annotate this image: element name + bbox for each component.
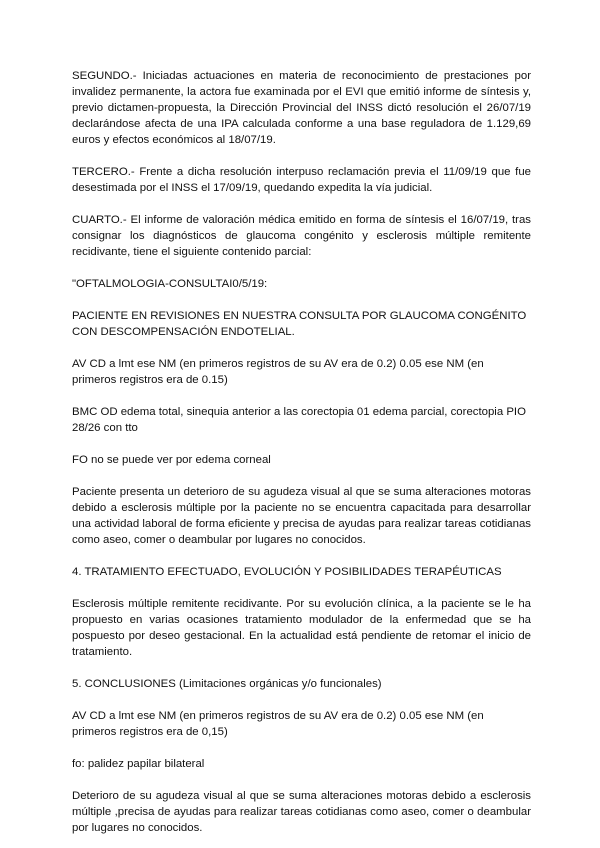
document-page — [72, 68, 531, 836]
paragraph-av-2: AV CD a lmt ese NM (en primeros registros de su AV era de 0.2) 0.05 ese NM (en primeros registros era de 0,15) — [72, 710, 484, 738]
paragraph-segundo: SEGUNDO.- Iniciadas actuaciones en materia de reconocimiento de prestaciones por invalidez permanente, la actora fue examinada por el EVI que emitió informe de síntesis y, previo dictamen-propuesta, la Dirección Provincial del INSS dictó resolución el 26/07/19 declarándose afecta de una IPA calculada conforme a una base reguladora de 1.129,69 euros y efectos económicos al 18/07/19. — [72, 70, 531, 146]
paragraph-av-1: AV CD a lmt ese NM (en primeros registros de su AV era de 0.2) 0.05 ese NM (en primeros registros era de 0.15) — [72, 358, 484, 386]
paragraph-cuarto: CUARTO.- El informe de valoración médica emitido en forma de síntesis el 16/07/19, tras consignar los diagnósticos de glaucoma congénito y esclerosis múltiple remitente recidivante, tiene el siguiente contenido parcial: — [72, 214, 531, 258]
section-heading-tratamiento: 4. TRATAMIENTO EFECTUADO, EVOLUCIÓN Y POSIBILIDADES TERAPÉUTICAS — [72, 566, 502, 578]
paragraph-fo: FO no se puede ver por edema corneal — [72, 454, 271, 466]
section-heading-conclusiones: 5. CONCLUSIONES (Limitaciones orgánicas y/o funcionales) — [72, 678, 382, 690]
paragraph-consulta-heading: "OFTALMOLOGIA-CONSULTAI0/5/19: — [72, 278, 268, 290]
paragraph-tercero: TERCERO.- Frente a dicha resolución interpuso reclamación previa el 11/09/19 que fue desestimada por el INSS el 17/09/19, quedando expedita la vía judicial. — [72, 166, 531, 194]
paragraph-bmc: BMC OD edema total, sinequia anterior a las corectopia 01 edema parcial, corectopia PIO 28/26 con tto — [72, 406, 526, 434]
paragraph-paciente: Paciente presenta un deterioro de su agudeza visual al que se suma alteraciones motoras debido a esclerosis múltiple por la paciente no se encuentra capacitada para desarrollar una actividad laboral de forma eficiente y precisa de ayudas para realizar tareas cotidianas como aseo, comer o deambular por lugares no conocidos. — [72, 486, 531, 546]
paragraph-fo-palidez: fo: palidez papilar bilateral — [72, 758, 205, 770]
paragraph-deterioro: Deterioro de su agudeza visual al que se suma alteraciones motoras debido a esclerosis múltiple ,precisa de ayudas para realizar tareas cotidianas como aseo, comer o deambular por lugares no conocidos. — [72, 790, 531, 834]
paragraph-esclerosis: Esclerosis múltiple remitente recidivante. Por su evolución clínica, a la paciente se le ha propuesto en varias ocasiones tratamiento modulador de la enfermedad que se ha pospuesto por deseo gestacional. En la actualidad está pendiente de retomar el inicio de tratamiento. — [72, 598, 531, 658]
paragraph-revisiones: PACIENTE EN REVISIONES EN NUESTRA CONSULTA POR GLAUCOMA CONGÉNITO CON DESCOMPENSACIÓN ENDOTELIAL. — [72, 310, 527, 338]
